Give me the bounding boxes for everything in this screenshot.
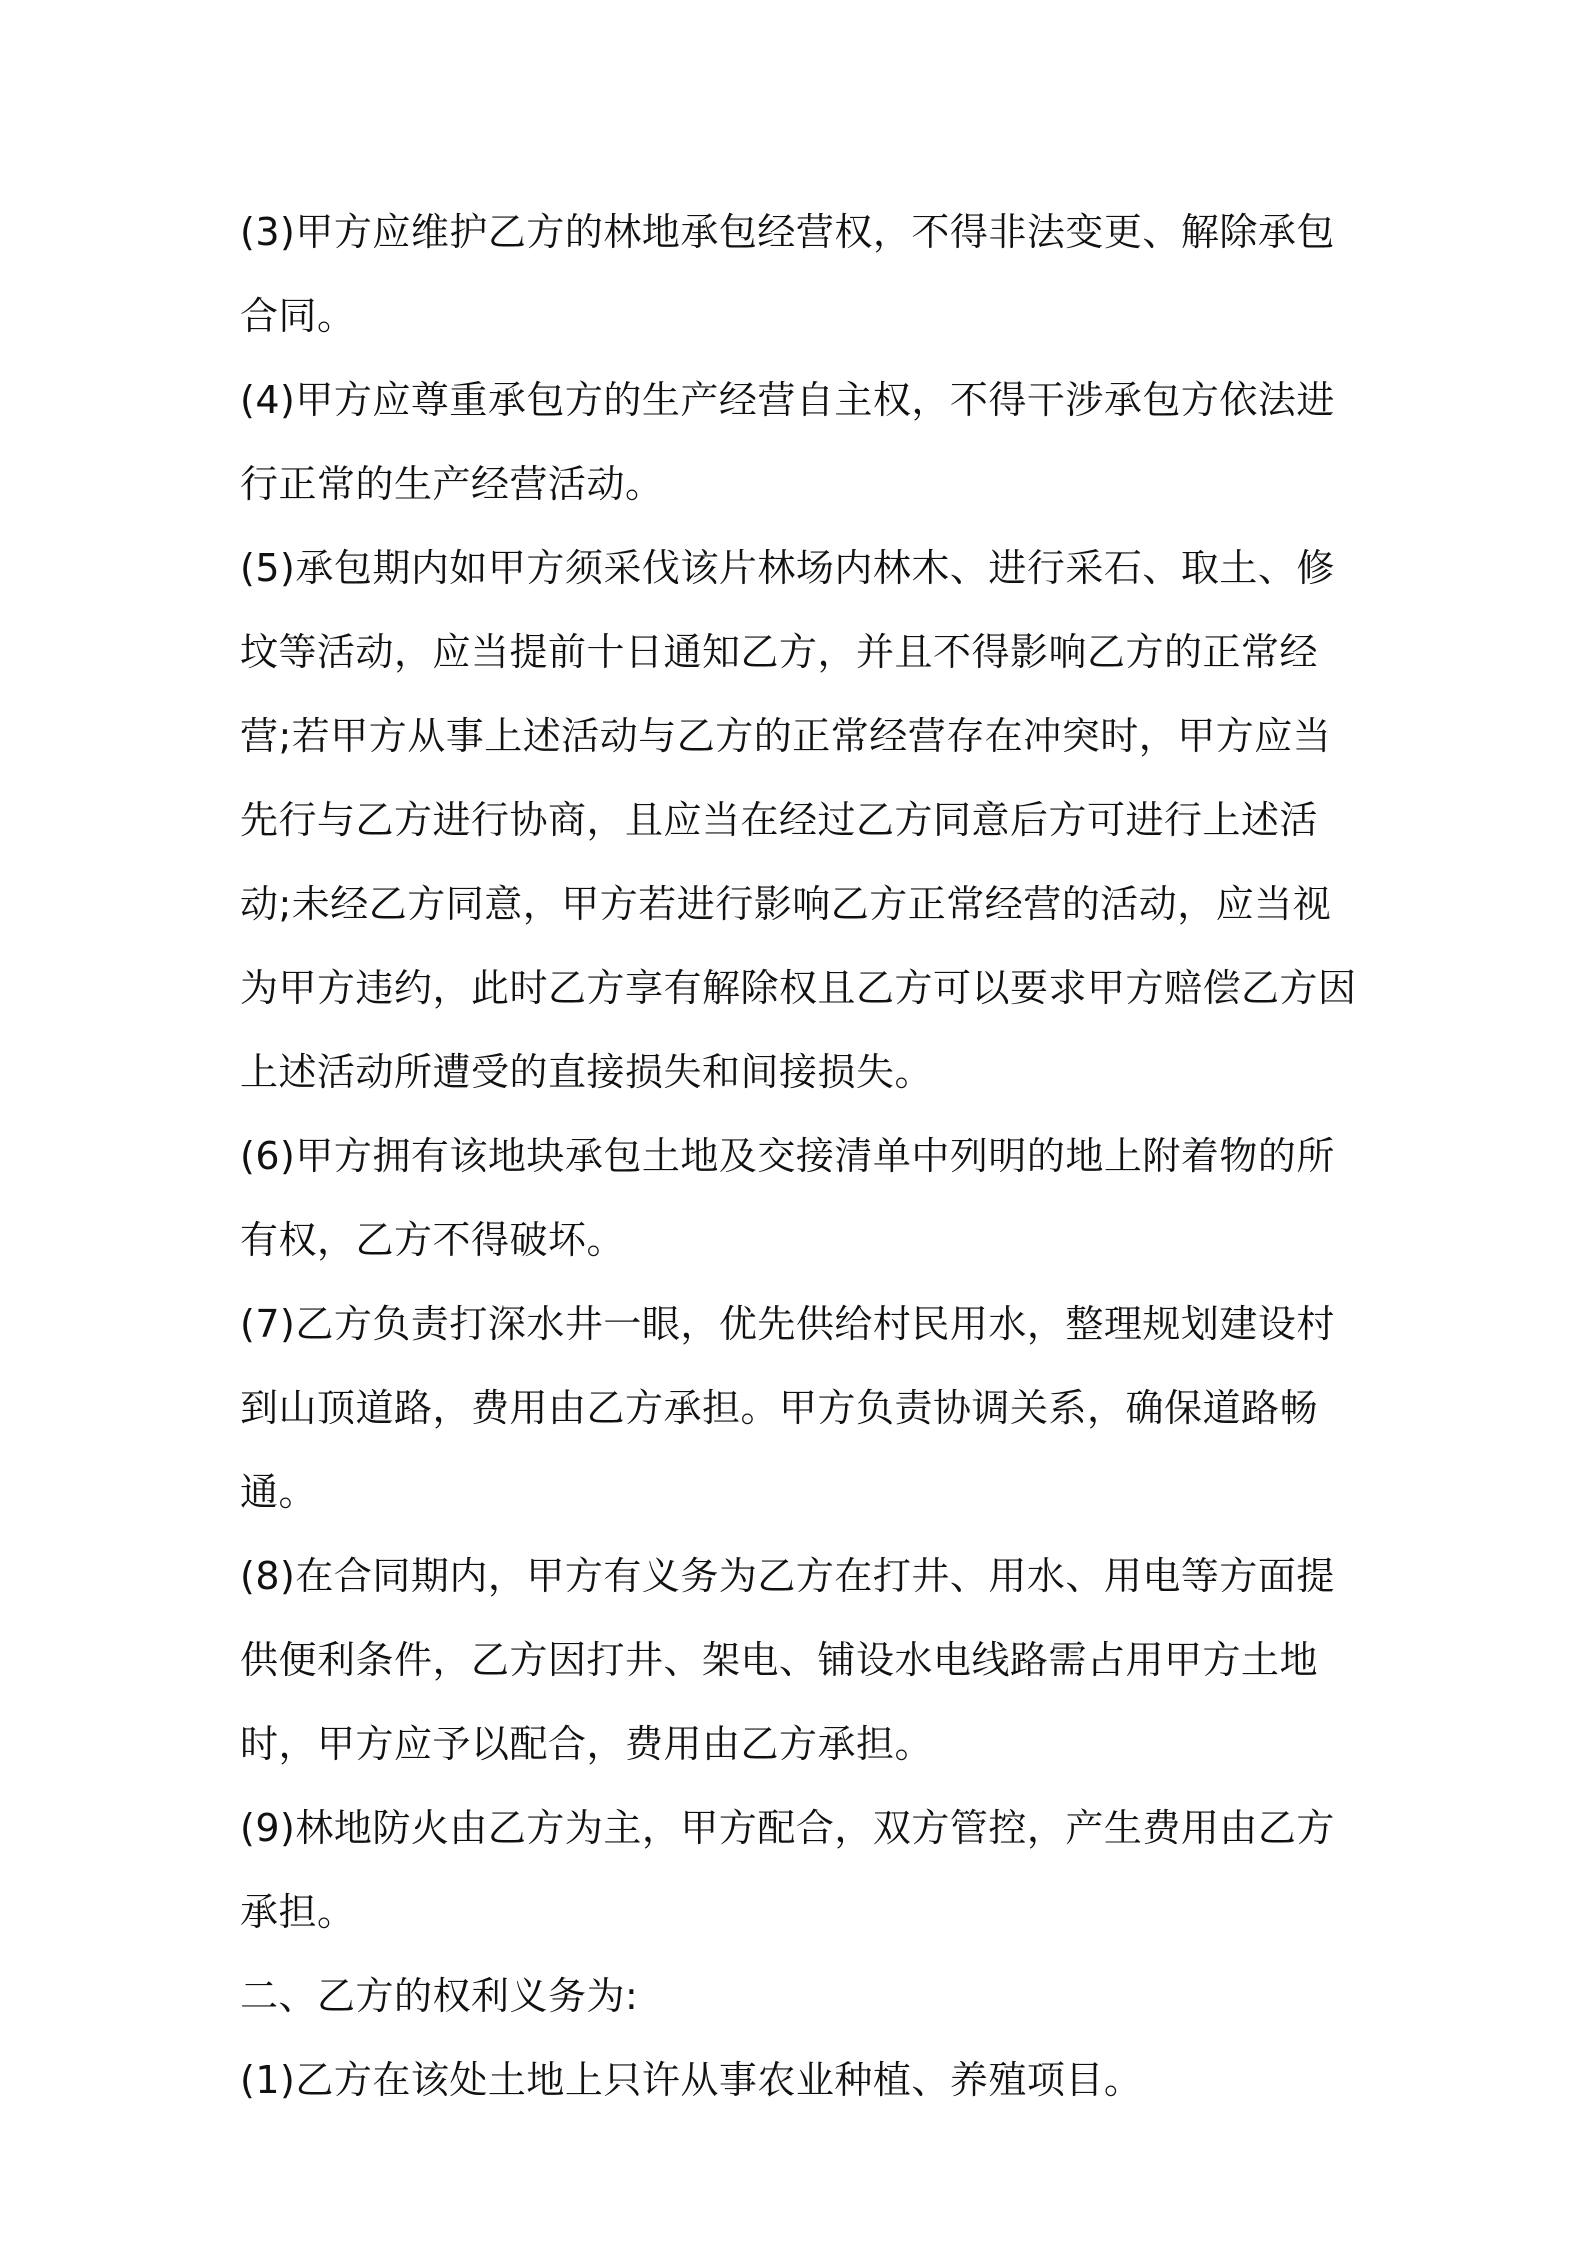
clause-3: (3)甲方应维护乙方的林地承包经营权，不得非法变更、解除承包合同。 (240, 210, 1335, 338)
clause-4: (4)甲方应尊重承包方的生产经营自主权，不得干涉承包方依法进行正常的生产经营活动。 (240, 378, 1335, 506)
document-body (240, 190, 1360, 2122)
clause-5: (5)承包期内如甲方须采伐该片林场内林木、进行采石、取土、修坟等活动，应当提前十日通知乙方，并且不得影响乙方的正常经营;若甲方从事上述活动与乙方的正常经营存在冲突时，甲方应当先行与乙方进行协商，且应当在经过乙方同意后方可进行上述活动;未经乙方同意，甲方若进行影响乙方正常经营的活动，应当视为甲方违约，此时乙方享有解除权且乙方可以要求甲方赔偿乙方因上述活动所遭受的直接损失和间接损失。 (240, 546, 1357, 1094)
clause-7: (7)乙方负责打深水井一眼，优先供给村民用水，整理规划建设村到山顶道路，费用由乙方承担。甲方负责协调关系，确保道路畅通。 (240, 1302, 1335, 1514)
clause-9: (9)林地防火由乙方为主，甲方配合，双方管控，产生费用由乙方承担。 (240, 1806, 1335, 1934)
party-b-clause-1: (1)乙方在该处土地上只许从事农业种植、养殖项目。 (240, 2058, 1143, 2102)
clause-6: (6)甲方拥有该地块承包土地及交接清单中列明的地上附着物的所有权，乙方不得破坏。 (240, 1134, 1335, 1262)
clause-8: (8)在合同期内，甲方有义务为乙方在打井、用水、用电等方面提供便利条件，乙方因打井、架电、铺设水电线路需占用甲方土地时，甲方应予以配合，费用由乙方承担。 (240, 1554, 1335, 1766)
section-heading-party-b: 二、乙方的权利义务为: (240, 1974, 639, 2018)
